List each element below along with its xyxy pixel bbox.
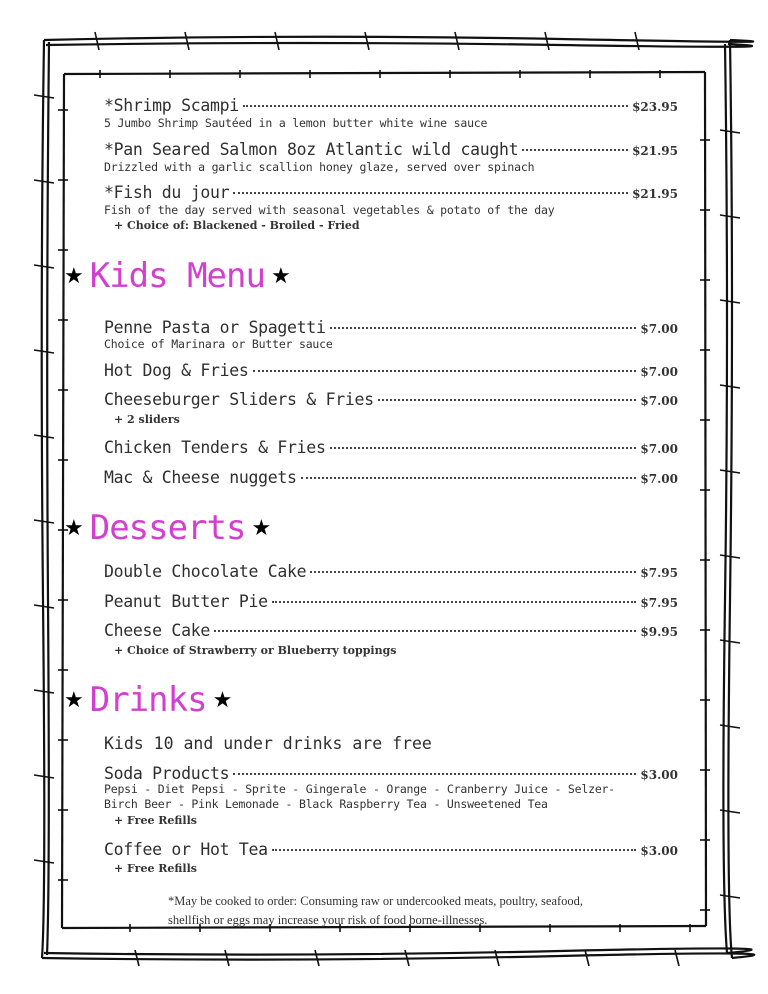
item-price: $7.95 <box>640 596 678 610</box>
menu-item-sliders <box>104 390 678 409</box>
item-price: $21.95 <box>632 144 678 158</box>
item-name: Peanut Butter Pie <box>104 592 268 611</box>
item-note: + 2 sliders <box>114 413 180 426</box>
menu-item-coffee-tea <box>104 840 678 859</box>
dot-leader <box>243 105 628 107</box>
item-price: $7.00 <box>640 472 678 486</box>
border-tick <box>185 32 189 50</box>
dot-leader <box>310 571 636 573</box>
dot-leader <box>214 630 636 632</box>
heading-text: Kids Menu <box>89 256 265 296</box>
dot-leader <box>272 601 637 603</box>
menu-item-peanut-butter-pie <box>104 592 678 611</box>
border-tick <box>720 385 740 388</box>
border-tick <box>135 950 139 966</box>
item-description: Pepsi - Diet Pepsi - Sprite - Gingerale - Orange - Cranberry Juice - Selzer- <box>104 782 615 796</box>
item-description: Birch Beer - Pink Lemonade - Black Raspberry Tea - Unsweetened Tea <box>104 797 548 811</box>
menu-item-cheese-cake <box>104 621 678 640</box>
menu-item-penne <box>104 318 678 337</box>
item-name: Hot Dog & Fries <box>104 361 249 380</box>
star-icon: ★ <box>251 515 272 541</box>
section-heading-drinks <box>64 680 232 720</box>
item-name: Mac & Cheese nuggets <box>104 468 297 487</box>
border-tick <box>34 180 54 183</box>
heading-text: Desserts <box>89 508 246 548</box>
dot-leader <box>522 149 628 151</box>
dot-leader <box>301 477 637 479</box>
menu-item-soda <box>104 764 678 783</box>
item-name: Cheese Cake <box>104 621 210 640</box>
menu-item-mac-cheese <box>104 468 678 487</box>
dot-leader <box>233 192 628 194</box>
dot-leader <box>253 370 637 372</box>
star-icon: ★ <box>64 687 84 713</box>
border-tick <box>34 265 54 268</box>
item-name: Coffee or Hot Tea <box>104 840 268 859</box>
border-tick <box>455 32 459 50</box>
item-name: Double Chocolate Cake <box>104 562 307 581</box>
item-price: $7.95 <box>640 566 678 580</box>
border-tick <box>34 350 54 353</box>
item-price: $21.95 <box>632 187 678 201</box>
heading-text: Drinks <box>89 680 207 720</box>
item-note: + Choice of Strawberry or Blueberry toppings <box>114 644 397 657</box>
star-icon: ★ <box>64 515 84 541</box>
dot-leader <box>233 773 636 775</box>
border-tick <box>34 435 54 438</box>
item-name: Cheeseburger Sliders & Fries <box>104 390 374 409</box>
menu-item-hot-dog <box>104 361 678 380</box>
item-description: Choice of Marinara or Butter sauce <box>104 337 333 351</box>
border-tick <box>95 32 99 50</box>
item-price: $9.95 <box>640 625 678 639</box>
menu-item-chocolate-cake <box>104 562 678 581</box>
item-price: $23.95 <box>632 100 678 114</box>
border-tick <box>720 470 740 473</box>
item-price: $3.00 <box>640 844 678 858</box>
dot-leader <box>330 447 637 449</box>
item-price: $7.00 <box>640 365 678 379</box>
menu-item-shrimp-scampi <box>104 96 678 115</box>
border-tick <box>585 950 589 966</box>
border-tick <box>545 32 549 50</box>
item-description: Drizzled with a garlic scallion honey glaze, served over spinach <box>104 160 535 174</box>
menu-item-chicken-tenders <box>104 438 678 457</box>
border-tick <box>315 950 319 966</box>
star-icon: ★ <box>270 263 291 289</box>
menu-item-salmon <box>104 140 678 159</box>
border-tick <box>720 130 740 133</box>
border-tick <box>675 950 679 966</box>
menu-item-fish-du-jour <box>104 183 678 202</box>
food-safety-disclaimer: *May be cooked to order: Consuming raw or undercooked meats, poultry, seafood, shellfish or eggs may increase your risk of food borne-illnesses. <box>168 894 584 927</box>
star-icon: ★ <box>64 263 84 289</box>
item-note: + Free Refills <box>114 862 197 875</box>
item-note: + Free Refills <box>114 814 197 827</box>
star-icon: ★ <box>212 687 233 713</box>
dot-leader <box>378 399 637 401</box>
border-tick <box>34 520 54 523</box>
border-tick <box>720 215 740 218</box>
item-name: Penne Pasta or Spagetti <box>104 318 326 337</box>
item-price: $7.00 <box>640 442 678 456</box>
item-description: Fish of the day served with seasonal vegetables & potato of the day <box>104 203 555 217</box>
section-heading-desserts <box>64 508 271 548</box>
item-price: $7.00 <box>640 322 678 336</box>
dot-leader <box>272 849 637 851</box>
item-description: 5 Jumbo Shrimp Sautéed in a lemon butter white wine sauce <box>104 116 488 130</box>
item-price: $7.00 <box>640 394 678 408</box>
section-heading-kids <box>64 256 291 296</box>
border-tick <box>225 950 229 966</box>
border-tick <box>365 32 369 50</box>
item-name: *Shrimp Scampi <box>104 96 239 115</box>
item-name: *Fish du jour <box>104 183 230 202</box>
item-note: + Choice of: Blackened - Broiled - Fried <box>114 219 360 232</box>
item-name: *Pan Seared Salmon 8oz Atlantic wild caught <box>104 140 519 159</box>
item-name: Chicken Tenders & Fries <box>104 438 326 457</box>
item-name: Soda Products <box>104 764 230 783</box>
border-tick <box>720 300 740 303</box>
item-price: $3.00 <box>640 768 678 782</box>
dot-leader <box>330 327 637 329</box>
border-tick <box>275 32 279 50</box>
drinks-intro: Kids 10 and under drinks are free <box>104 734 432 753</box>
